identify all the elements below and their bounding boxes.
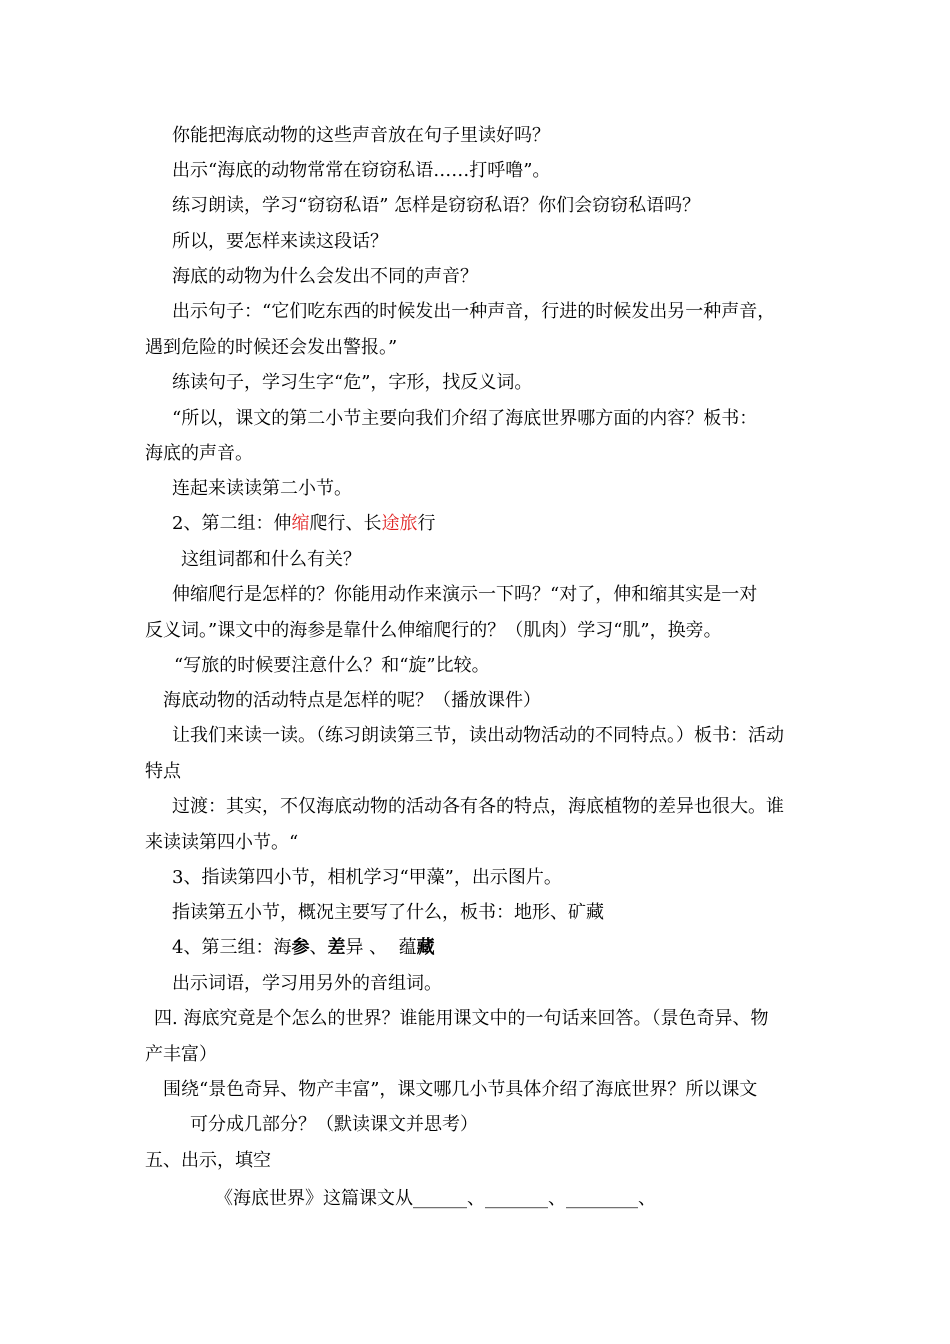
- bold-char: 差: [327, 937, 346, 958]
- text-line: 海底的声音。: [145, 443, 253, 464]
- bold-char: 藏: [416, 937, 435, 958]
- text-line: 3、指读第四小节，相机学习“甲藻”，出示图片。: [172, 867, 562, 888]
- text-line: 反义词。”课文中的海参是靠什么伸缩爬行的？（肌肉）学习“肌”，换旁。: [145, 620, 722, 641]
- text-line: 所以，要怎样来读这段话？: [172, 231, 388, 252]
- word-group-3: [172, 936, 435, 960]
- highlight-word: 途旅: [381, 513, 418, 534]
- text-line: 连起来读读第二小节。: [172, 478, 352, 499]
- section-heading: 五、出示，填空: [145, 1150, 271, 1171]
- text-line: 四. 海底究竟是个怎么的世界？谁能用课文中的一句话来回答。（景色奇异、物: [154, 1008, 769, 1029]
- text-line: 出示句子：“它们吃东西的时候发出一种声音，行进的时候发出另一种声音，: [172, 301, 776, 322]
- group-2-prefix: 2、第二组：伸: [172, 513, 292, 534]
- text-line: 练读句子，学习生字“危”，字形，找反义词。: [172, 372, 533, 393]
- group-3-prefix: 4、第三组：海: [172, 937, 292, 958]
- text-line: 指读第五小节，概况主要写了什么，板书：地形、矿藏: [172, 902, 604, 923]
- text-line: 出示词语，学习用另外的音组词。: [172, 973, 442, 994]
- group-3-mid: 异 、 蕴: [345, 937, 417, 958]
- bold-char: 参: [291, 937, 310, 958]
- text-line: 这组词都和什么有关？: [181, 549, 361, 570]
- text-line: 出示“海底的动物常常在窃窃私语……打呼噜”。: [172, 160, 551, 181]
- text-line: “写旅的时候要注意什么？和“旋”比较。: [174, 655, 490, 676]
- text-line: 产丰富）: [145, 1044, 217, 1065]
- group-3-sep: 、: [309, 937, 328, 958]
- fill-blank-line: 《海底世界》这篇课文从______、_______、________、: [215, 1188, 656, 1209]
- text-line: 海底动物的活动特点是怎样的呢？（播放课件）: [163, 690, 541, 711]
- text-line: 你能把海底动物的这些声音放在句子里读好吗？: [172, 125, 550, 146]
- text-line: 让我们来读一读。（练习朗读第三节，读出动物活动的不同特点。）板书：活动: [172, 725, 784, 746]
- highlight-word: 缩: [291, 513, 310, 534]
- text-line: 过渡：其实，不仅海底动物的活动各有各的特点，海底植物的差异也很大。谁: [172, 796, 784, 817]
- text-line: “所以，课文的第二小节主要向我们介绍了海底世界哪方面的内容？板书：: [172, 408, 758, 429]
- text-line: 遇到危险的时候还会发出警报。”: [145, 337, 398, 358]
- text-line: 特点: [145, 761, 181, 782]
- text-line: 海底的动物为什么会发出不同的声音？: [172, 266, 478, 287]
- word-group-2: [172, 512, 435, 536]
- group-2-mid: 爬行、长: [309, 513, 382, 534]
- text-line: 可分成几部分？（默读课文并思考）: [190, 1114, 478, 1135]
- text-line: 来读读第四小节。“: [145, 832, 299, 853]
- text-line: 伸缩爬行是怎样的？你能用动作来演示一下吗？“对了，伸和缩其实是一对: [172, 584, 758, 605]
- text-line: 练习朗读，学习“窃窃私语” 怎样是窃窃私语？你们会窃窃私语吗？: [172, 195, 701, 216]
- text-line: 围绕“景色奇异、物产丰富”，课文哪几小节具体介绍了海底世界？所以课文: [163, 1079, 758, 1100]
- group-2-suffix: 行: [417, 513, 436, 534]
